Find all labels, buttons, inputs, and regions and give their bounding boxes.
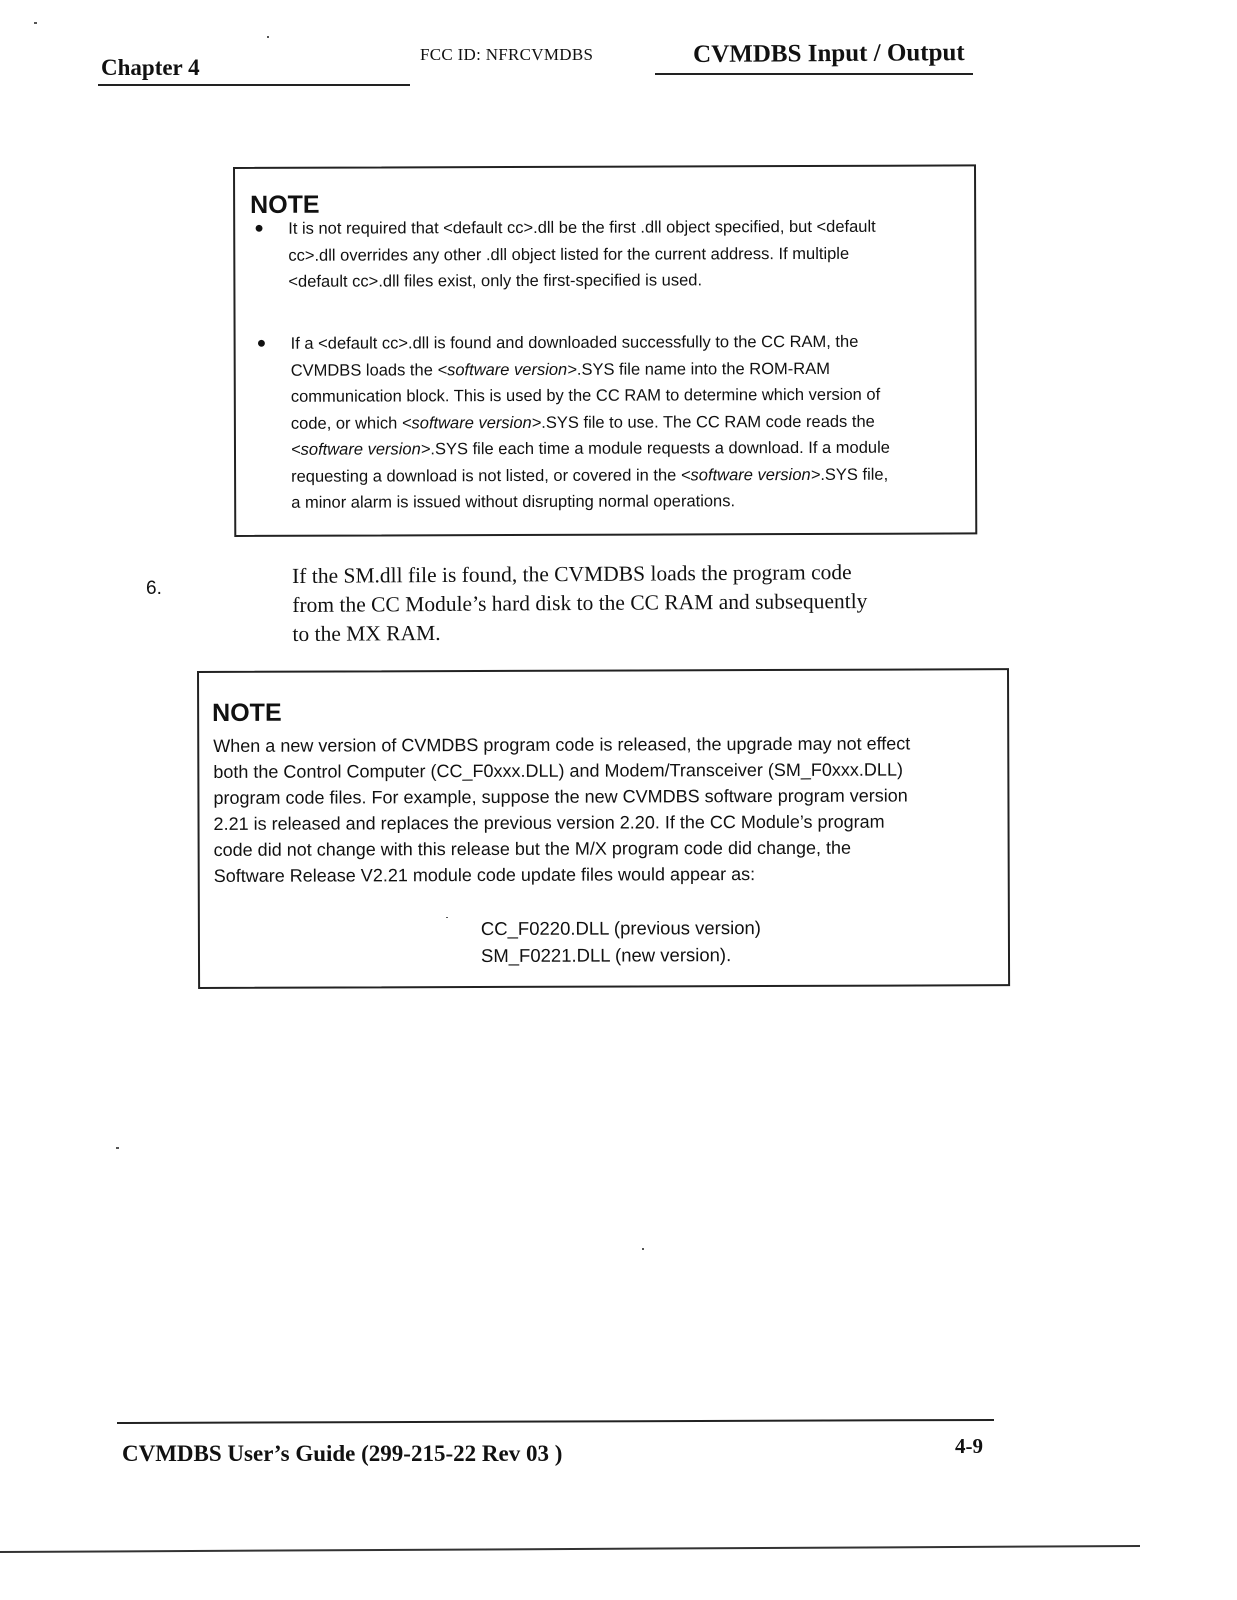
note-title: NOTE — [250, 190, 320, 219]
note-box-1 — [233, 164, 977, 537]
file-list-item: SM_F0221.DLL (new version). — [480, 944, 732, 967]
note-box-2 — [197, 668, 1010, 989]
bullet-line: <default cc>.dll files exist, only the first-specified is used. — [288, 271, 703, 291]
bullet-line: cc>.dll overrides any other .dll object listed for the current address. If multiple — [288, 244, 850, 265]
note-line: Software Release V2.21 module code update files would appear as: — [213, 864, 756, 886]
footer-guide-title: CVMDBS User’s Guide (299-215-22 Rev 03 ) — [122, 1441, 563, 1466]
note-line: 2.21 is released and replaces the previous version 2.20. If the CC Module’s program — [213, 811, 885, 834]
scan-speck — [34, 22, 37, 24]
footer-rule — [117, 1419, 994, 1424]
file-list-item: CC_F0220.DLL (previous version) — [480, 917, 761, 940]
bullet-line: code, or which <software version>.SYS file to use. The CC RAM code reads the — [290, 412, 875, 433]
note-line: code did not change with this release but the M/X program code did change, the — [213, 837, 852, 860]
scan-speck — [267, 36, 269, 38]
bullet-line: communication block. This is used by the CC RAM to determine which version of — [290, 385, 881, 406]
scan-edge-rule — [0, 1545, 1140, 1553]
scan-speck — [642, 1248, 644, 1250]
scan-speck — [116, 1147, 119, 1149]
note-title: NOTE — [212, 698, 282, 727]
note-body — [213, 730, 999, 889]
bullet-line: It is not required that <default cc>.dll be the first .dll object specified, but <default — [288, 217, 876, 238]
step-number: 6. — [146, 578, 162, 599]
note-line: When a new version of CVMDBS program code is released, the upgrade may not effect — [213, 733, 911, 756]
note-line: program code files. For example, suppose the new CVMDBS software program version — [213, 785, 908, 808]
note-bullet-1 — [254, 213, 953, 295]
header-rule-left — [98, 84, 410, 86]
step-text — [292, 558, 868, 649]
bullet-line: <software version>.SYS file each time a module requests a download. If a module — [290, 438, 890, 459]
bullet-line: requesting a download is not listed, or covered in the <software version>.SYS file, — [291, 465, 889, 486]
section-title: CVMDBS Input / Output — [693, 39, 965, 68]
bullet-line: If a <default cc>.dll is found and downloaded successfully to the CC RAM, the — [290, 332, 859, 353]
step-line: from the CC Module’s hard disk to the CC RAM and subsequently — [292, 588, 868, 617]
note-line: both the Control Computer (CC_F0xxx.DLL) and Modem/Transceiver (SM_F0xxx.DLL) — [213, 759, 903, 782]
header-rule-right — [655, 73, 973, 75]
bullet-dot-icon: ● — [256, 334, 267, 352]
bullet-dot-icon: ● — [254, 219, 264, 237]
step-line: to the MX RAM. — [292, 620, 441, 646]
fcc-id: FCC ID: NFRCVMDBS — [420, 45, 594, 64]
step-line: If the SM.dll file is found, the CVMDBS loads the program code — [292, 560, 852, 588]
chapter-label: Chapter 4 — [101, 55, 200, 80]
scan-speck — [446, 917, 448, 918]
page-number: 4-9 — [955, 1434, 983, 1458]
file-list — [481, 914, 761, 969]
bullet-line: CVMDBS loads the <software version>.SYS file name into the ROM-RAM — [290, 359, 830, 380]
note-bullet-2 — [256, 328, 962, 516]
bullet-line: a minor alarm is issued without disrupting normal operations. — [291, 492, 736, 512]
